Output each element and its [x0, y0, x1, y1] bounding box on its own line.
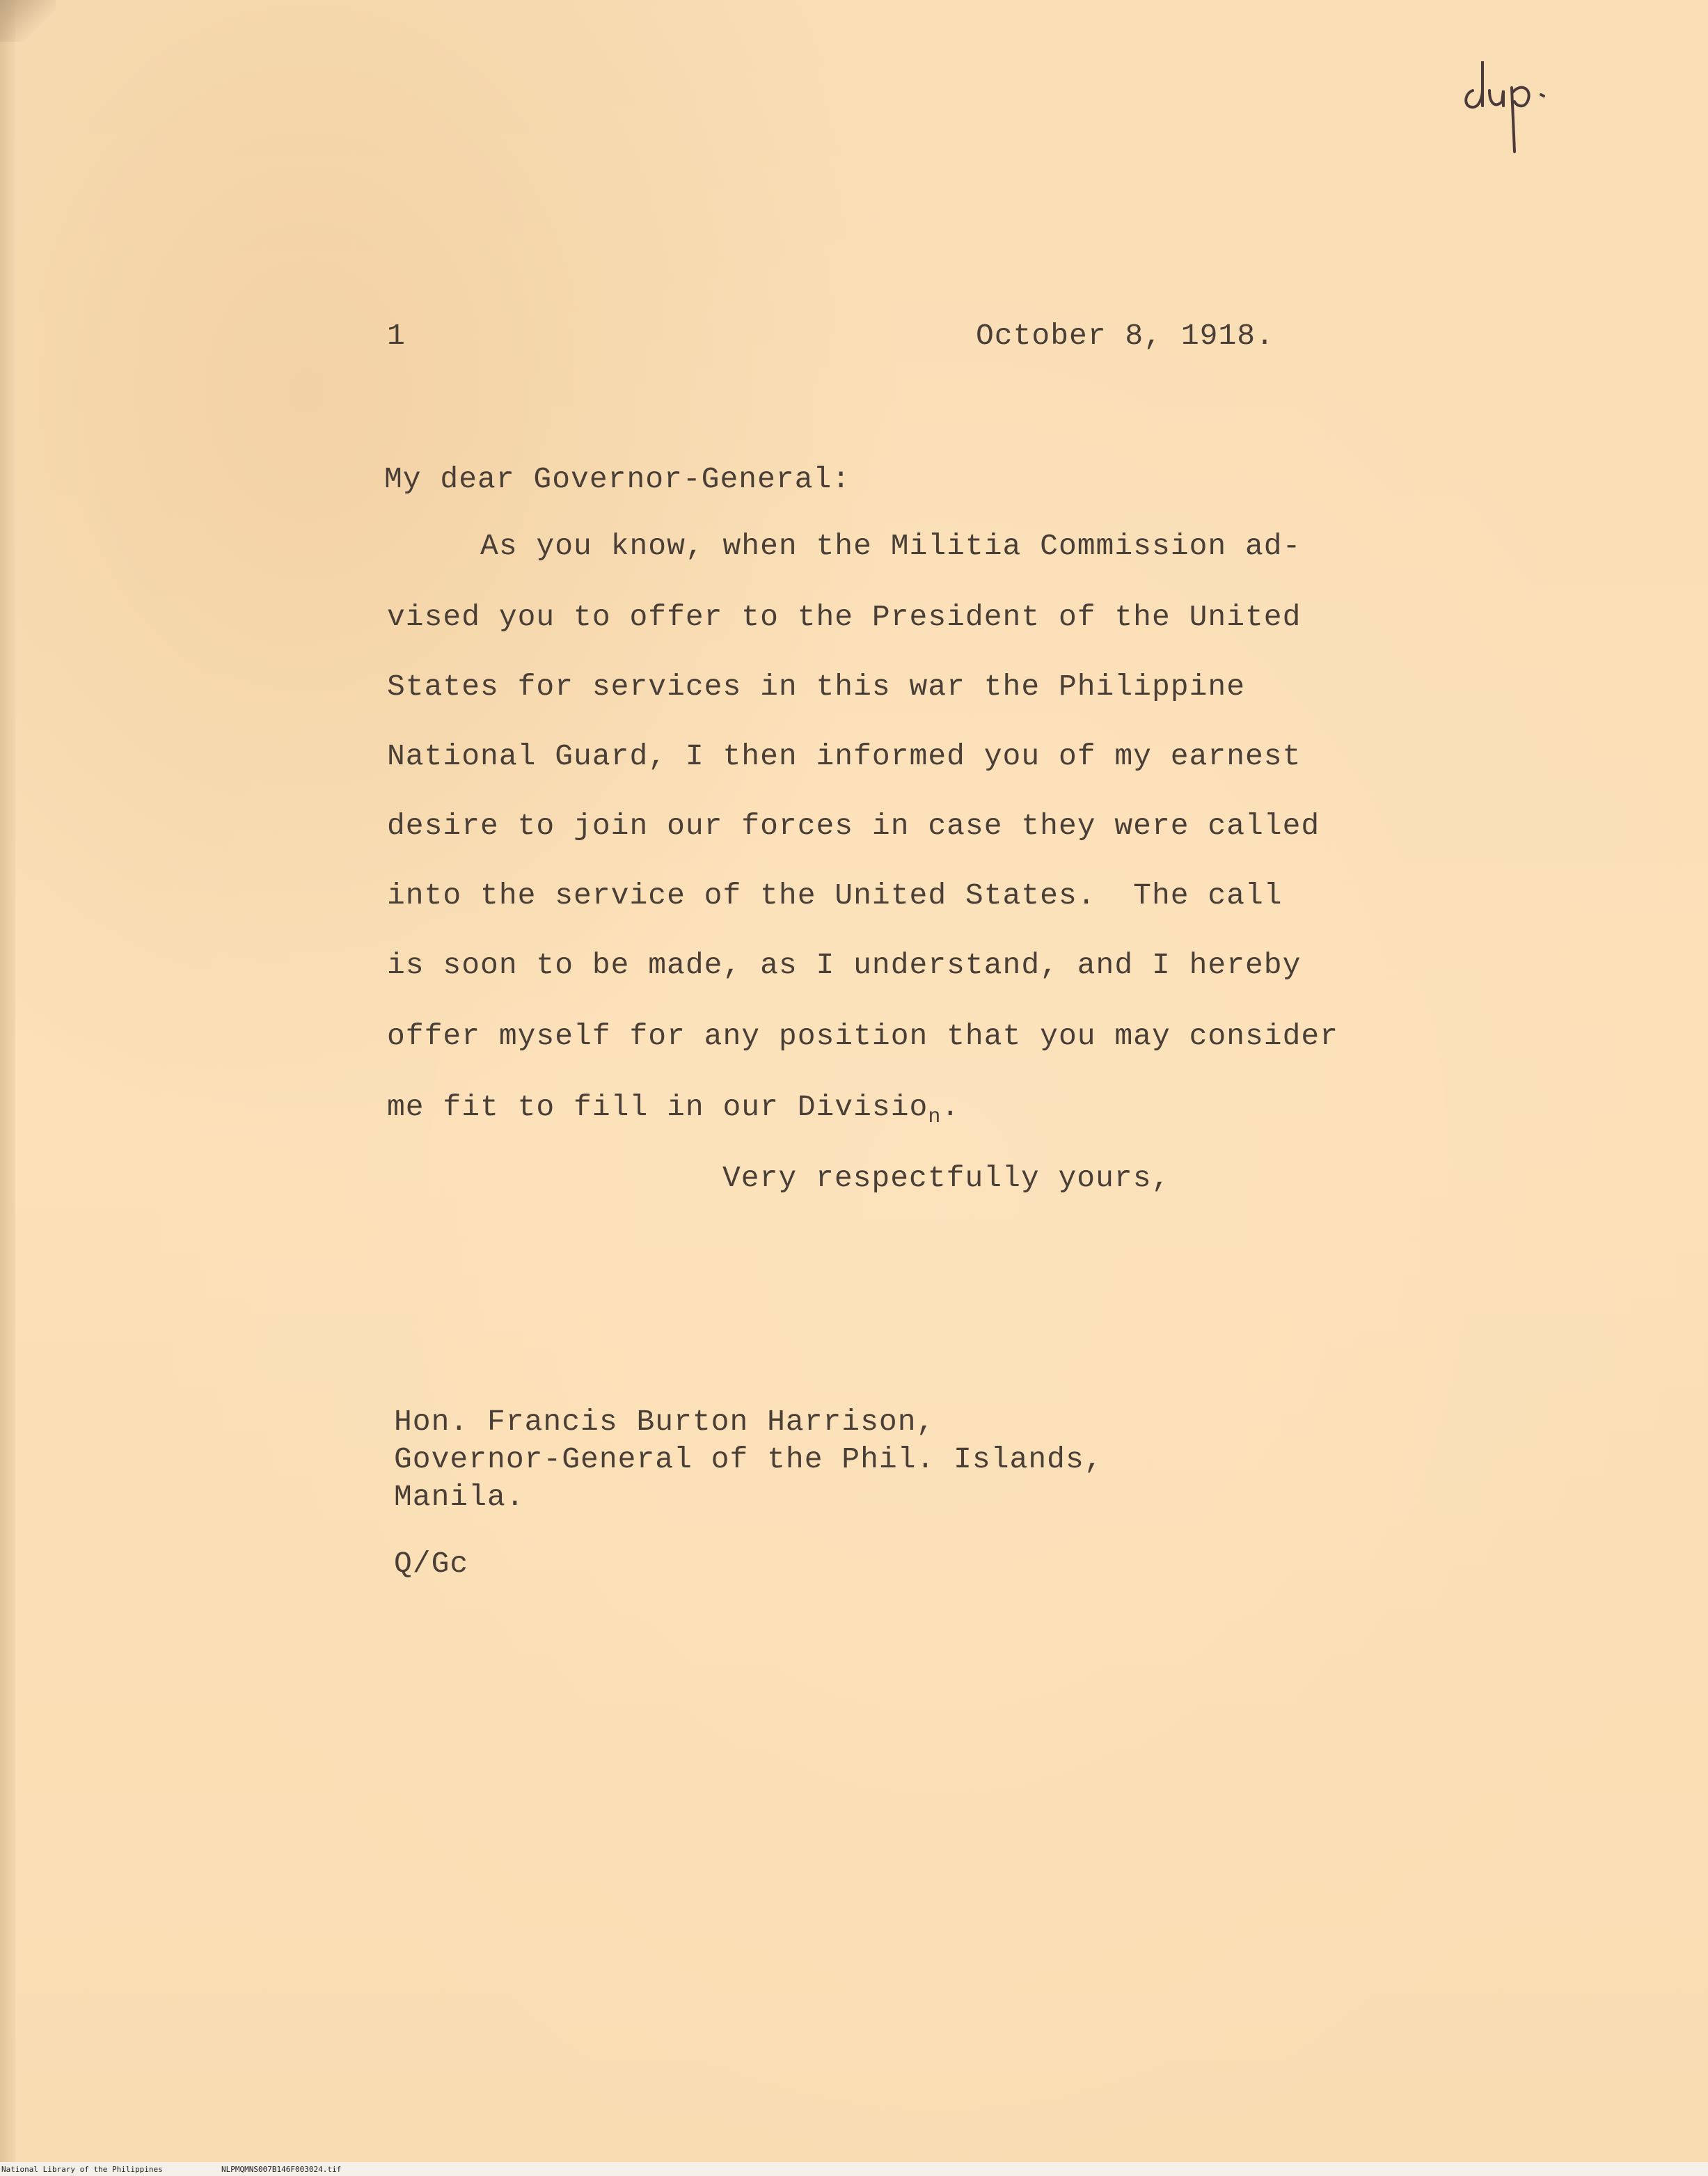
body-line-2: vised you to offer to the President of the United	[387, 600, 1302, 634]
page-number: 1	[387, 319, 406, 353]
body-line-9	[387, 1090, 960, 1129]
addressee-line-1: Hon. Francis Burton Harrison,	[394, 1405, 935, 1439]
salutation: My dear Governor-General:	[384, 462, 851, 496]
letter-date: October 8, 1918.	[976, 319, 1274, 353]
body-line-5: desire to join our forces in case they were called	[387, 809, 1320, 843]
body-line-9-end: .	[941, 1090, 960, 1124]
body-line-8: offer myself for any position that you may consider	[387, 1019, 1339, 1053]
addressee-line-3: Manila.	[394, 1480, 525, 1514]
body-line-1: As you know, when the Militia Commission ad-	[387, 529, 1302, 563]
scan-edge	[0, 0, 15, 2176]
body-line-3: States for services in this war the Philippine	[387, 670, 1245, 704]
footer-library-name: National Library of the Philippines	[1, 2165, 163, 2174]
body-line-7: is soon to be made, as I understand, and I hereby	[387, 948, 1302, 982]
footer-filename: NLPMQMNS007B146F003024.tif	[221, 2165, 342, 2174]
body-line-9-subscript: n	[928, 1105, 942, 1129]
scan-corner	[0, 0, 56, 42]
complimentary-closing: Very respectfully yours,	[722, 1161, 1171, 1195]
handwritten-dup-annotation	[1459, 47, 1563, 159]
addressee-line-2: Governor-General of the Phil. Islands,	[394, 1442, 1103, 1476]
reference-initials: Q/Gc	[394, 1547, 469, 1581]
body-line-4: National Guard, I then informed you of my earnest	[387, 739, 1302, 773]
body-line-6: into the service of the United States. The call	[387, 878, 1283, 913]
body-line-9-main: me fit to fill in our Divisio	[387, 1090, 928, 1124]
